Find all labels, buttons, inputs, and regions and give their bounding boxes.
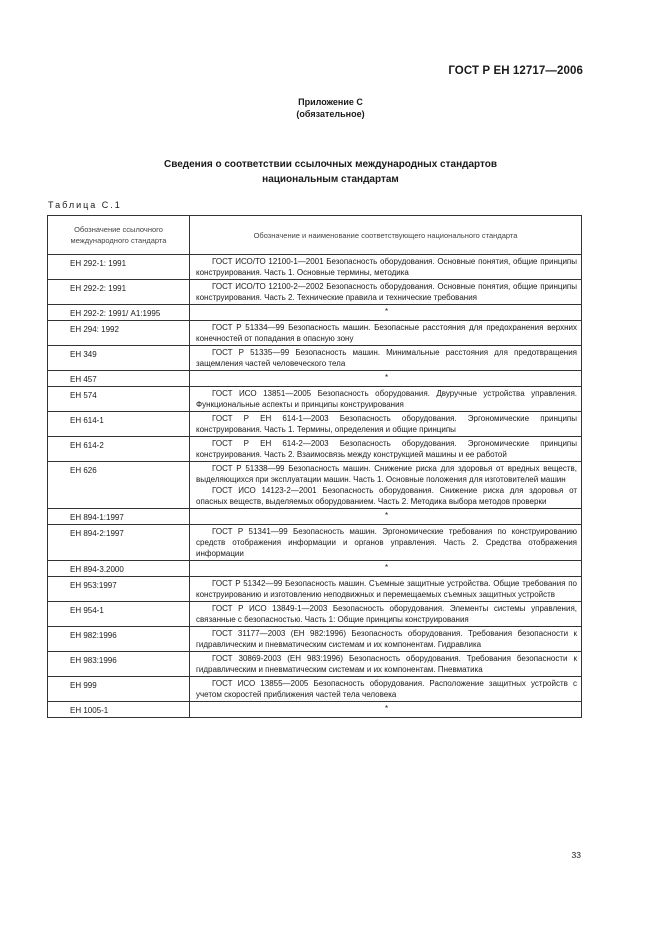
national-standard-cell: [190, 462, 582, 509]
standards-table: [47, 215, 582, 718]
national-standard-cell: [190, 412, 582, 437]
reference-standard-cell: ЕН 294: 1992: [48, 321, 190, 346]
table-row: [48, 321, 582, 346]
reference-standard-cell: ЕН 574: [48, 387, 190, 412]
no-equivalent-mark: *: [384, 511, 389, 520]
page-number: 33: [571, 850, 581, 860]
document-code: ГОСТ Р ЕН 12717—2006: [448, 65, 583, 77]
reference-standard-cell: ЕН 999: [48, 677, 190, 702]
reference-standard-cell: ЕН 1005-1: [48, 702, 190, 718]
table-row: [48, 561, 582, 577]
reference-standard-cell: ЕН 614-2: [48, 437, 190, 462]
table-row: [48, 509, 582, 525]
national-standard-text: ГОСТ Р ИСО 13849-1—2003 Безопасность оборудования. Элементы системы управления, связанные с безопасностью. Часть 1: Общие принципы конструирования: [196, 604, 577, 624]
national-standard-cell: [190, 602, 582, 627]
national-standard-text: ГОСТ Р 51335—99 Безопасность машин. Минимальные расстояния для предотвращения защемления частей человеческого тела: [196, 348, 577, 368]
national-standard-cell: [190, 525, 582, 561]
reference-standard-cell: ЕН 292-2: 1991/ А1:1995: [48, 305, 190, 321]
national-standard-cell: [190, 346, 582, 371]
reference-standard-cell: ЕН 626: [48, 462, 190, 509]
national-standard-cell: [190, 321, 582, 346]
reference-standard-cell: ЕН 457: [48, 371, 190, 387]
reference-standard-cell: ЕН 894-2:1997: [48, 525, 190, 561]
national-standard-text: ГОСТ Р ЕН 614-2—2003 Безопасность оборудования. Эргономические принципы конструирования. Часть 2. Взаимосвязь между конструкцией машины и ее работой: [196, 439, 577, 459]
no-equivalent-mark: *: [384, 373, 389, 382]
table-row: [48, 346, 582, 371]
no-equivalent-mark: *: [384, 307, 389, 316]
no-equivalent-mark: *: [384, 563, 389, 572]
no-equivalent-mark: *: [384, 704, 389, 713]
table-row: [48, 652, 582, 677]
reference-standard-cell: ЕН 953:1997: [48, 577, 190, 602]
table-row: [48, 437, 582, 462]
reference-standard-cell: ЕН 292-2: 1991: [48, 280, 190, 305]
table-row: [48, 525, 582, 561]
table-header-row: [48, 216, 582, 255]
table-row: [48, 280, 582, 305]
national-standard-cell: [190, 387, 582, 412]
reference-standard-cell: ЕН 349: [48, 346, 190, 371]
national-standard-text: ГОСТ Р 51338—99 Безопасность машин. Снижение риска для здоровья от вредных веществ, выделяющихся при эксплуатации машин. Часть 1. Основные положения для изготовителей машин: [196, 464, 577, 484]
national-standard-cell: [190, 371, 582, 387]
national-standard-text: ГОСТ Р ЕН 614-1—2003 Безопасность оборудования. Эргономические принципы конструирования. Часть 1. Термины, определения и общие принципы: [196, 414, 577, 434]
national-standard-text: ГОСТ ИСО 13855—2005 Безопасность оборудования. Расположение защитных устройств с учетом скоростей приближения частей тела человека: [196, 679, 577, 699]
national-standard-cell: [190, 677, 582, 702]
national-standard-cell: [190, 627, 582, 652]
reference-standard-cell: ЕН 954-1: [48, 602, 190, 627]
annex-title: Приложение С: [298, 97, 363, 107]
reference-standard-cell: ЕН 982:1996: [48, 627, 190, 652]
col2-header: Обозначение и наименование соответствующего национального стандарта: [190, 216, 582, 255]
national-standard-text: ГОСТ Р 51341—99 Безопасность машин. Эргономические требования по конструированию средств отображения информации и органов управления. Часть 2. Средства отображения информации: [196, 527, 577, 558]
national-standard-cell: [190, 255, 582, 280]
national-standard-cell: [190, 437, 582, 462]
national-standard-text: ГОСТ ИСО 13851—2005 Безопасность оборудования. Двуручные устройства управления. Функциональные аспекты и принципы конструирования: [196, 389, 577, 409]
section-heading: [0, 157, 661, 187]
reference-standard-cell: ЕН 292-1: 1991: [48, 255, 190, 280]
national-standard-cell: [190, 509, 582, 525]
national-standard-text: ГОСТ 30869-2003 (ЕН 983:1996) Безопасность оборудования. Требования безопасности к гидравлическим и пневматическим системам и их компонентам. Пневматика: [196, 654, 577, 674]
section-heading-line1: Сведения о соответствии ссылочных международных стандартов: [163, 159, 498, 170]
table-row: [48, 387, 582, 412]
table-row: [48, 462, 582, 509]
table-row: [48, 371, 582, 387]
table-row: [48, 305, 582, 321]
annex-status: (обязательное): [296, 109, 365, 119]
reference-standard-cell: ЕН 894-3.2000: [48, 561, 190, 577]
reference-standard-cell: ЕН 614-1: [48, 412, 190, 437]
section-heading-line2: национальным стандартам: [262, 174, 399, 185]
national-standard-cell: [190, 652, 582, 677]
table-row: [48, 412, 582, 437]
national-standard-cell: [190, 305, 582, 321]
reference-standard-cell: ЕН 894-1:1997: [48, 509, 190, 525]
national-standard-text: ГОСТ ИСО 14123-2—2001 Безопасность оборудования. Снижение риска для здоровья от опасных веществ, выделяемых оборудованием. Часть 2. Методика выбора методов проверки: [196, 486, 577, 506]
table-caption: Таблица С.1: [48, 200, 122, 210]
national-standard-text: ГОСТ ИСО/ТО 12100-2—2002 Безопасность оборудования. Основные понятия, общие принципы конструирования. Часть 2. Технические правила и технические требования: [196, 282, 577, 302]
col1-header: Обозначение ссылочного международного стандарта: [48, 216, 190, 255]
national-standard-text: ГОСТ ИСО/ТО 12100-1—2001 Безопасность оборудования. Основные понятия, общие принципы конструирования. Часть 1. Основные термины, методика: [196, 257, 577, 277]
national-standard-cell: [190, 561, 582, 577]
reference-standard-cell: ЕН 983:1996: [48, 652, 190, 677]
national-standard-text: ГОСТ Р 51334—99 Безопасность машин. Безопасные расстояния для предохранения верхних конечностей от попадания в опасную зону: [196, 323, 577, 343]
national-standard-text: ГОСТ 31177—2003 (ЕН 982:1996) Безопасность оборудования. Требования безопасности к гидравлическим и пневматическим системам и их компонентам. Гидравлика: [196, 629, 577, 649]
national-standard-text: ГОСТ Р 51342—99 Безопасность машин. Съемные защитные устройства. Общие требования по конструированию и изготовлению неподвижных и перемещаемых съемных защитных устройств: [196, 579, 577, 599]
table-body: [48, 255, 582, 718]
national-standard-cell: [190, 280, 582, 305]
table-row: [48, 677, 582, 702]
national-standard-cell: [190, 702, 582, 718]
table-row: [48, 602, 582, 627]
table-row: [48, 702, 582, 718]
table-row: [48, 577, 582, 602]
table-row: [48, 255, 582, 280]
table-row: [48, 627, 582, 652]
national-standard-cell: [190, 577, 582, 602]
